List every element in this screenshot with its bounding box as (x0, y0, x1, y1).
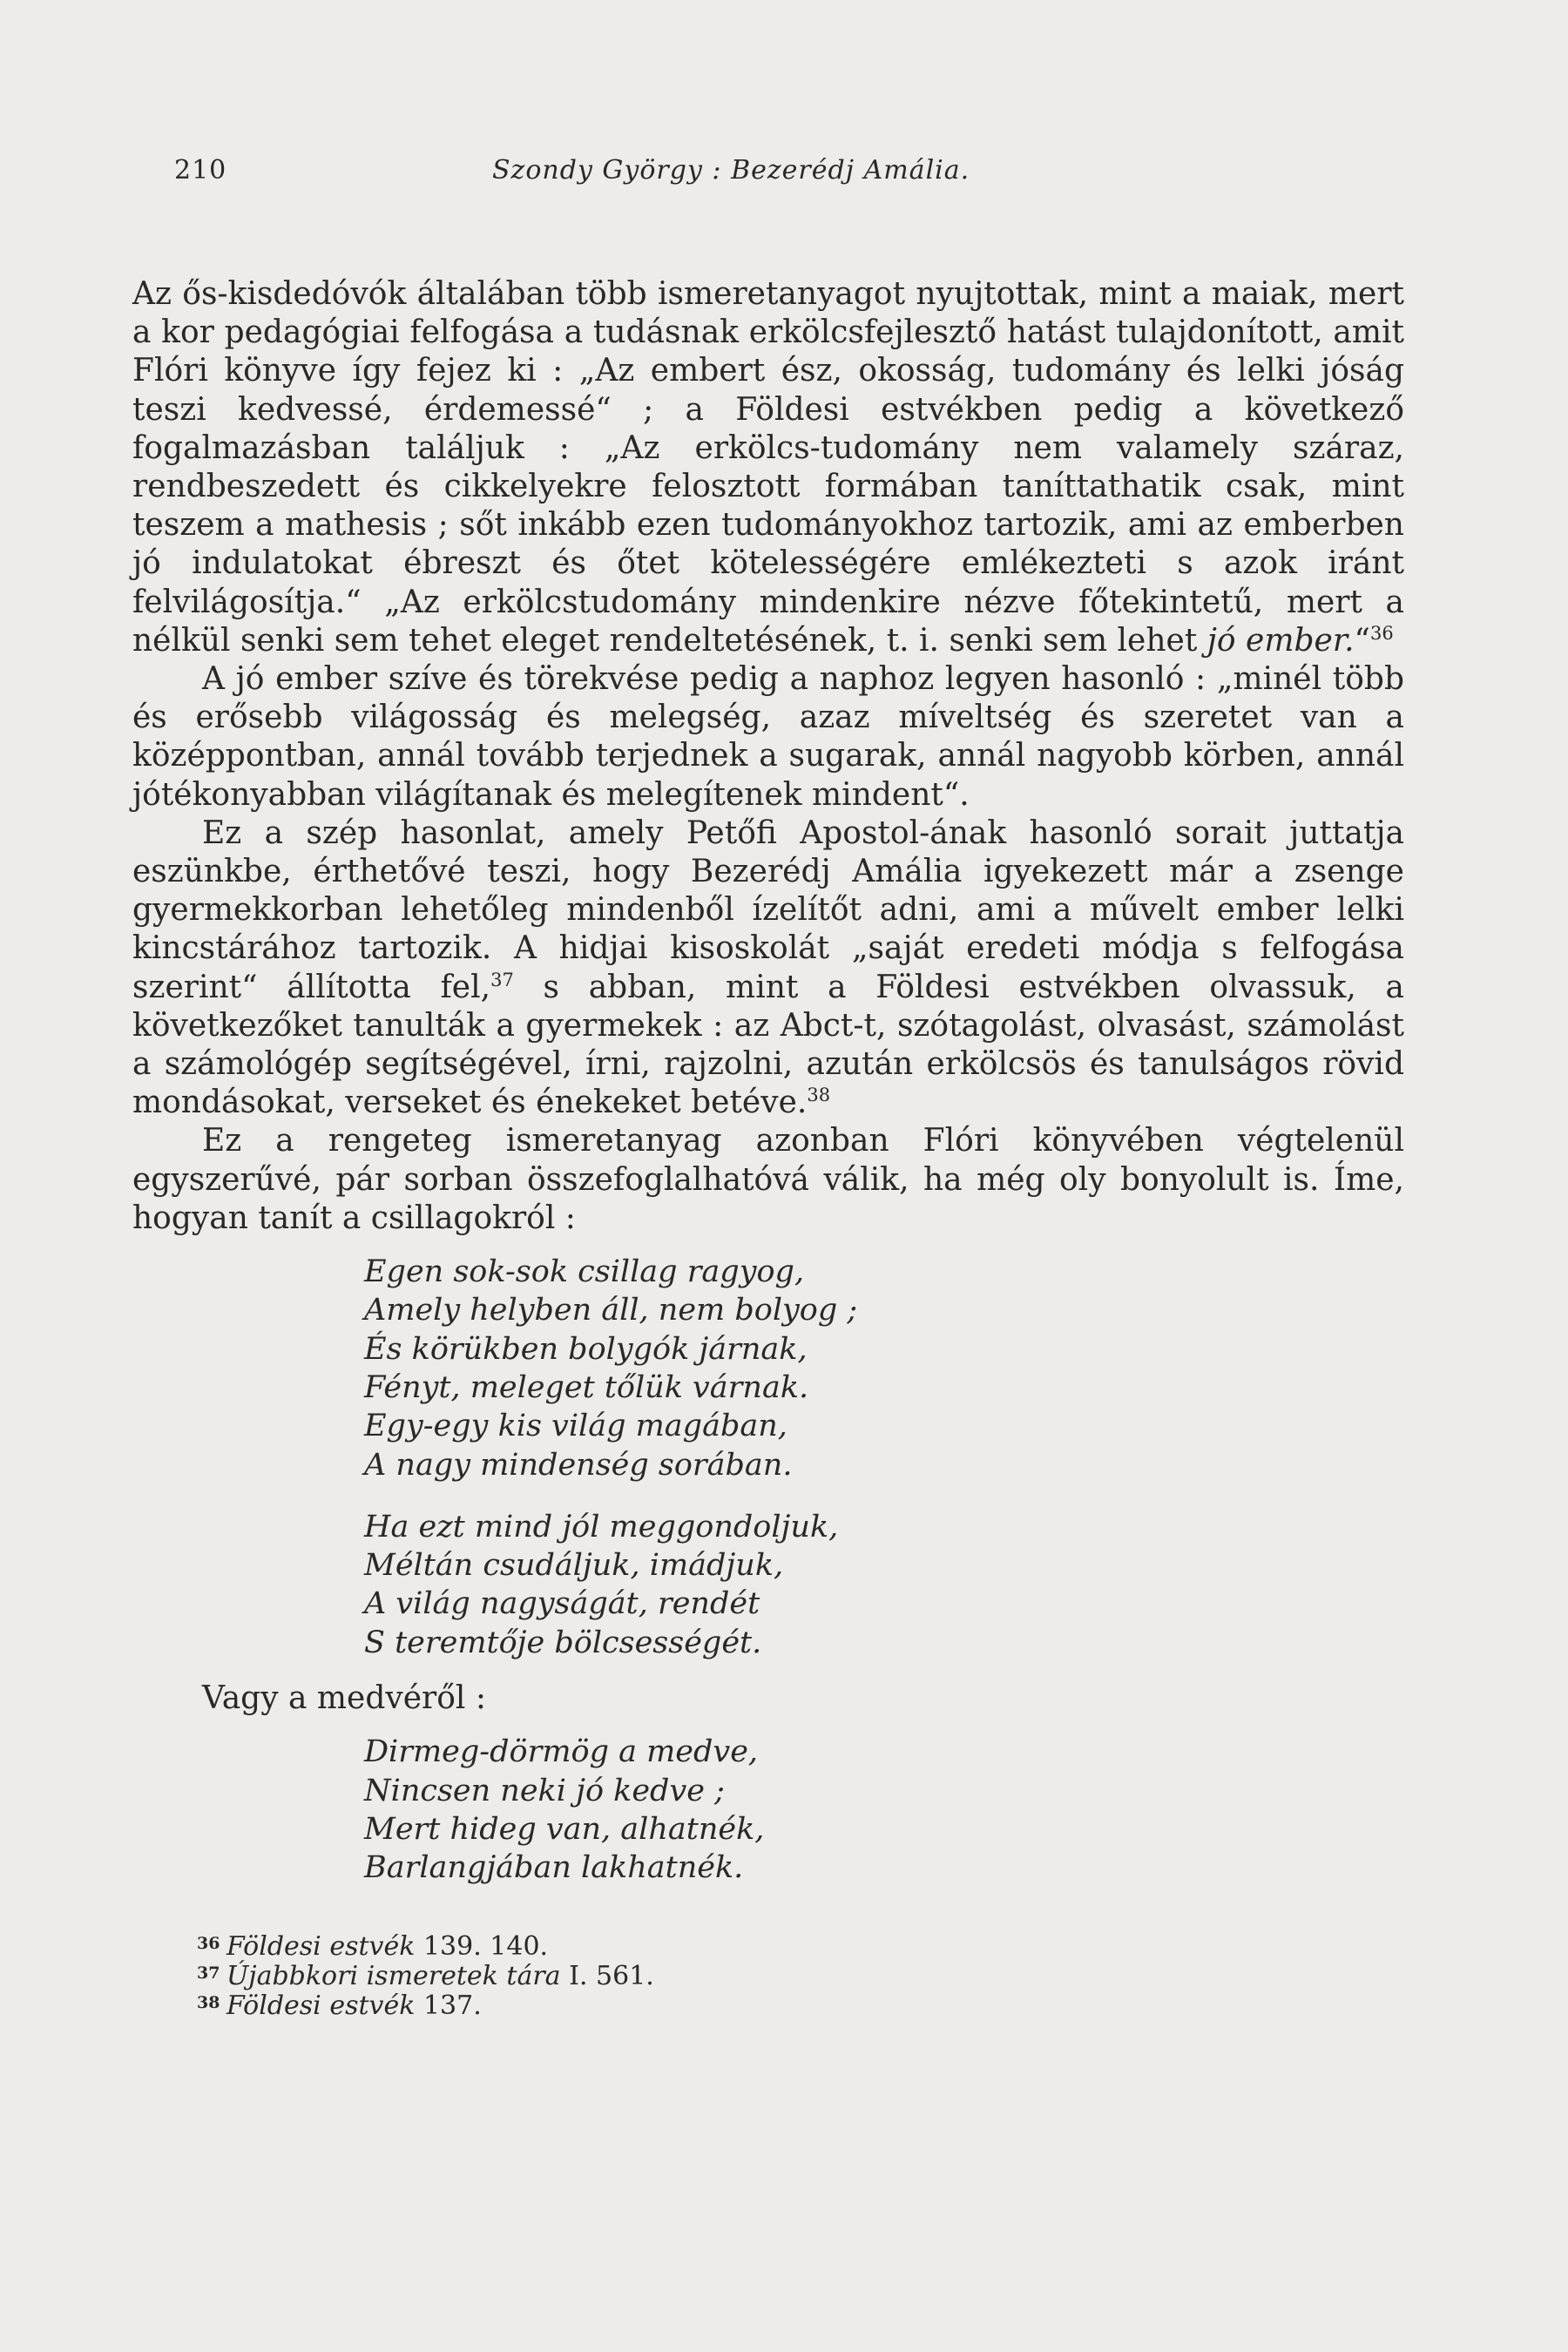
footnote-38 (197, 1990, 1404, 2022)
paragraph-3-text-a: Ez a szép hasonlat, amely Petőfi Apostol-ának hasonló sorait juttatja eszünkbe, érthetővé teszi, hogy Bezerédj Amália igyekezett már a zsenge gyermekkorban lehetőleg mindenből ízelítőt adni, ami a művelt ember lelki kincstárához tartozik. A hidjai kisoskolát „saját eredeti módja s felfogása szerint“ állította fel, (132, 814, 1404, 1005)
page-number: 210 (174, 155, 227, 186)
running-title: Szondy György : Bezerédj Amália. (492, 155, 970, 186)
poem-intro-bear: Vagy a medvéről : (202, 1680, 486, 1717)
footnote-36 (197, 1930, 1404, 1963)
poem-line: Dirmeg-dörmög a medve, (364, 1734, 759, 1770)
poem-line: Egen sok-sok csillag ragyog, (364, 1254, 805, 1290)
poem-line: Mert hideg van, alhatnék, (364, 1811, 765, 1847)
poem-line: S teremtője bölcsességét. (364, 1625, 762, 1660)
footnote-ref-37: 37 (490, 969, 514, 990)
footnote-pages: 137. (415, 1990, 482, 2022)
poem-line: Nincsen neki jó kedve ; (364, 1773, 725, 1808)
footnote-pages: 139. 140. (415, 1931, 549, 1963)
poem-line: Barlangjában lakhatnék. (364, 1850, 744, 1886)
footnote-ref-38: 38 (807, 1085, 831, 1106)
poem-line: Ha ezt mind jól meggondoljuk, (364, 1509, 839, 1544)
footnote-title: Újabbkori ismeretek tára (226, 1961, 561, 1992)
footnote-title: Földesi estvék (226, 1990, 416, 2022)
paragraph-1-italic: jó ember. (1206, 622, 1355, 659)
poem-line: És körükben bolygók járnak, (364, 1331, 808, 1367)
footnote-pages: I. 561. (560, 1961, 654, 1992)
paragraph-1 (132, 275, 1404, 660)
paragraph-4: Ez a rengeteg ismeretanyag azonban Flóri könyvében végtelenül egyszerűvé, pár sorban összefoglalhatóvá válik, ha még oly bonyolult is. Íme, hogyan tanít a csillagokról : (132, 1123, 1404, 1236)
poem-stars-stanza-1 (364, 1253, 1404, 1484)
poem-stars-stanza-2 (364, 1508, 1404, 1662)
footnote-number: 38 (197, 1993, 220, 2013)
paragraph-1-text-b: “ (1354, 622, 1370, 659)
paragraph-3-text-b: s abban, mint a Földesi estvékben olvassuk, a következőket tanulták a gyermekek : az Abct-t, szótagolást, olvasást, számolást a számológép segítségével, írni, rajzolni, azután erkölcsös és tanulságos rövid mondásokat, verseket és énekeket betéve. (132, 969, 1404, 1121)
paragraph-3 (132, 814, 1404, 1123)
footnote-37 (197, 1960, 1404, 1990)
poem-line: Amely helyben áll, nem bolyog ; (364, 1293, 858, 1328)
poem-line: Méltán csudáljuk, imádjuk, (364, 1548, 784, 1584)
poem-bear (364, 1733, 1404, 1887)
footnote-ref-36: 36 (1369, 622, 1394, 644)
poem-line: A nagy mindenség sorában. (364, 1447, 793, 1483)
footnote-title: Földesi estvék (226, 1931, 416, 1963)
page-header (174, 155, 1402, 193)
footnote-number: 37 (197, 1963, 220, 1984)
page-body (132, 275, 1404, 2022)
footnotes (197, 1930, 1404, 2022)
paragraph-1-text-a: Az ős-kisdedóvók általában több ismeretanyagot nyujtottak, mint a maiak, mert a kor pedagógiai felfogása a tudásnak erkölcsfejlesztő hatást tulajdonított, amit Flóri könyve így fejez ki : „Az embert ész, okosság, tudomány és lelki jóság teszi kedvessé, érdemessé“ ; a Földesi estvékben pedig a következő fogalmazásban találjuk : „Az erkölcs-tudomány nem valamely száraz, rendbeszedett és cikkelyekre felosztott formában taníttathatik csak, mint teszem a mathesis ; sőt inkább ezen tudományokhoz tartozik, ami az emberben jó indulatokat ébreszt és őtet kötelességére emlékezteti s azok iránt felvilágosítja.“ „Az erkölcstudomány mindenkire nézve főtekintetű, mert a nélkül senki sem tehet eleget rendeltetésének, t. i. senki sem lehet (132, 276, 1404, 659)
poem-line: Egy-egy kis világ magában, (364, 1409, 787, 1444)
poem-line: A világ nagyságát, rendét (364, 1586, 760, 1622)
footnote-number: 36 (197, 1934, 220, 1954)
paragraph-2: A jó ember szíve és törekvése pedig a naphoz legyen hasonló : „minél több és erősebb világosság és melegség, azaz míveltség és szeretet van a középpontban, annál tovább terjednek a sugarak, annál nagyobb körben, annál jótékonyabban világítanak és melegítenek mindent“. (132, 661, 1404, 813)
poem-line: Fényt, meleget tőlük várnak. (364, 1369, 809, 1405)
